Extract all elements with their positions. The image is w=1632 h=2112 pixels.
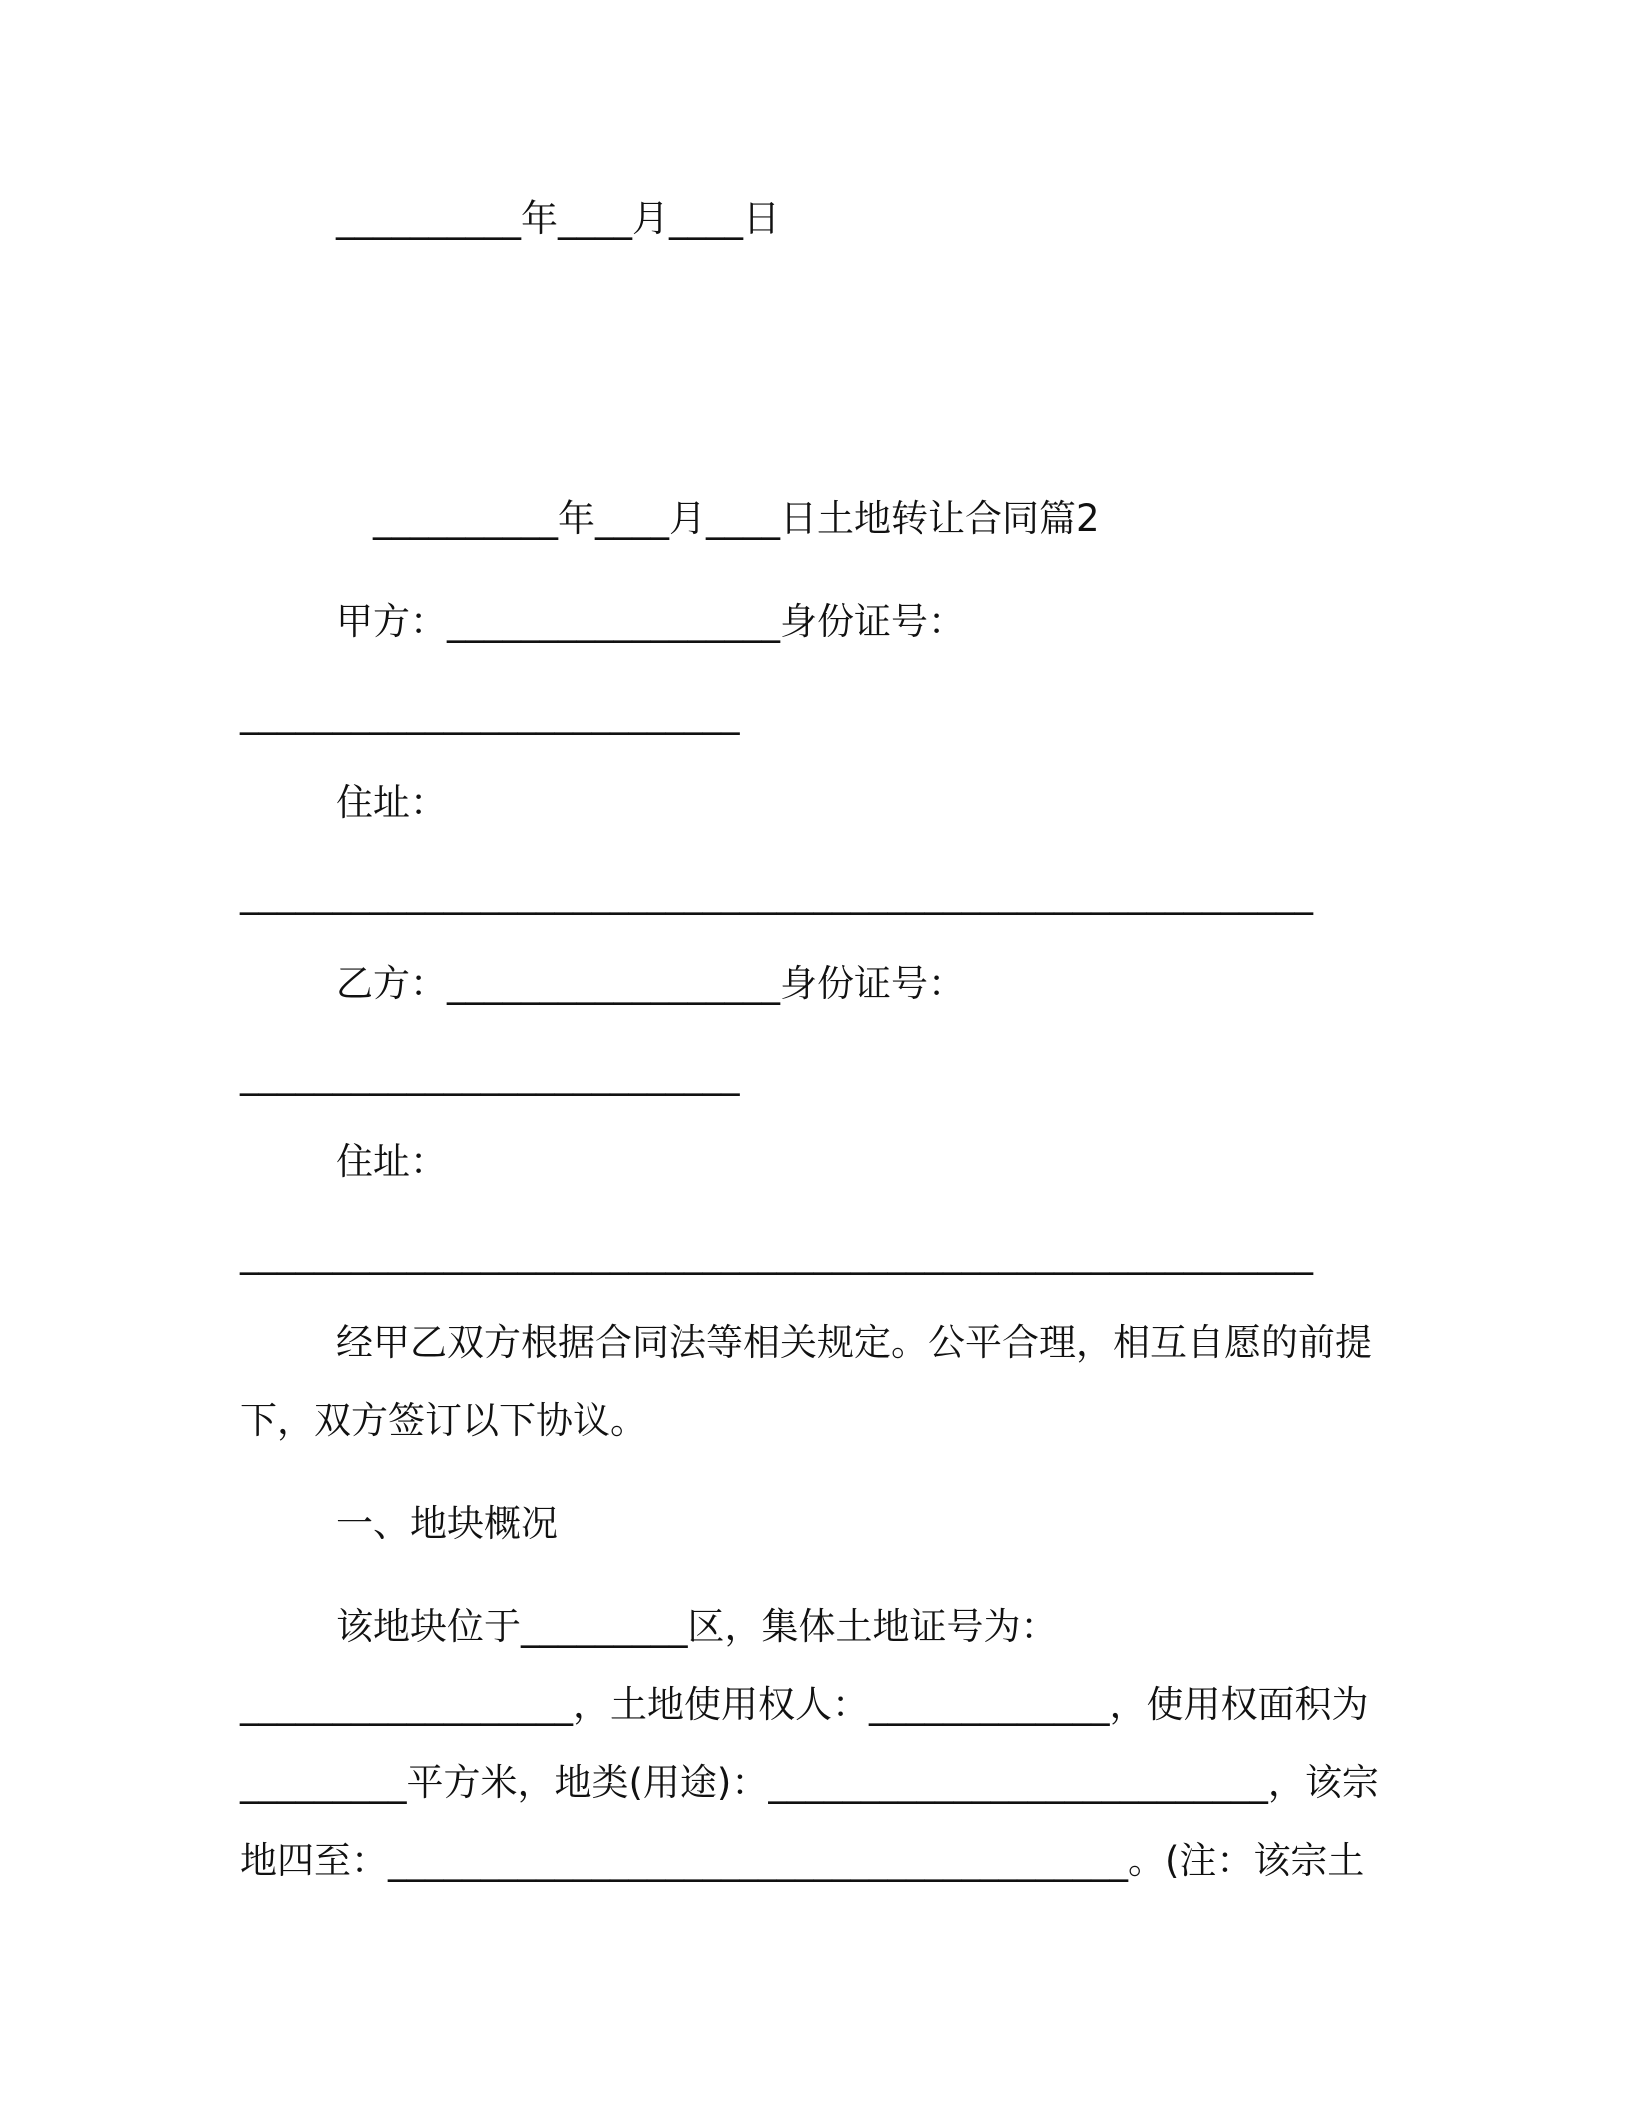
party-a-id-blank: ___________________________ [240, 692, 740, 735]
party-b-address-label: 住址： [336, 1140, 447, 1183]
date-line: __________年____月____日 [336, 197, 780, 240]
party-a-address-label: 住址： [336, 781, 447, 824]
intro-paragraph-line-1: 经甲乙双方根据合同法等相关规定。公平合理，相互自愿的前提 [336, 1321, 1372, 1364]
party-a-line: 甲方：__________________身份证号： [336, 600, 965, 643]
party-b-id-blank: ___________________________ [240, 1053, 740, 1096]
section-1-line-1: 该地块位于_________区，集体土地证号为： [336, 1605, 1058, 1648]
document-title: __________年____月____日土地转让合同篇2 [373, 497, 1100, 540]
intro-paragraph-line-2: 下，双方签订以下协议。 [240, 1399, 647, 1442]
section-1-line-4: 地四至：________________________________________。(注：该宗土 [240, 1839, 1365, 1882]
section-1-heading: 一、地块概况 [336, 1502, 558, 1545]
party-b-address-blank: __________________________________________________________ [240, 1232, 1313, 1275]
section-1-line-2: __________________，土地使用权人：_____________，使用权面积为 [240, 1683, 1369, 1726]
party-b-line: 乙方：__________________身份证号： [336, 962, 965, 1005]
party-a-address-blank: __________________________________________________________ [240, 872, 1313, 915]
section-1-line-3: _________平方米，地类(用途)：___________________________，该宗 [240, 1761, 1379, 1804]
